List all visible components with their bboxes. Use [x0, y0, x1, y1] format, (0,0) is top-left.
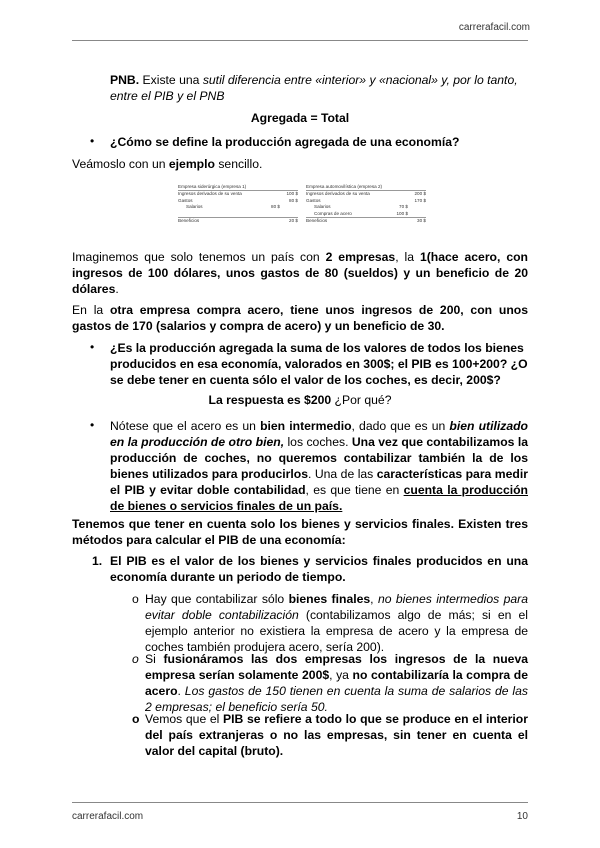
p1-text: , la	[395, 250, 420, 264]
example-bold: ejemplo	[168, 157, 215, 171]
sub1-text: Hay que contabilizar sólo	[145, 592, 289, 606]
sub1-text: (contabilizamos algo de más; si en el ejemplo anterior no existiera la empresa de acero y la empresa de coches también produjera acero, sería 200).	[145, 608, 529, 654]
p3-bold: bien intermedio	[260, 419, 352, 433]
p2-bold: otra empresa compra acero, tiene unos ingresos de 200, con unos gastos de 170 (salarios y compra de acero) y un beneficio de 30.	[72, 303, 528, 333]
table-right-title: Empresa automovilística (empresa 2)	[306, 184, 426, 191]
question-1: ¿Cómo se define la producción agregada de una economía?	[110, 135, 460, 149]
sub1-italic: no bienes intermedios para evitar doble contabilización	[145, 592, 528, 622]
paragraph-2	[72, 302, 528, 334]
sub2-text: .	[177, 684, 185, 698]
paragraph-4: Tenemos que tener en cuenta solo los bienes y servicios finales. Existen tres métodos para calcular el PIB de una economía:	[72, 517, 528, 547]
row-value: 100 $	[286, 191, 298, 197]
pnb-label: PNB.	[110, 73, 140, 87]
row-label: Gastos	[306, 197, 321, 203]
table-left-title: Empresa siderúrgica (empresa 1)	[178, 184, 298, 191]
p1-text: .	[115, 282, 119, 296]
p3-bold: Una vez que contabilizamos la producción de coches, no queremos contabilizar también la de los bienes utilizados para producirlos	[110, 435, 528, 481]
sub-bullet: o	[132, 712, 140, 726]
sub3-bold: PIB se refiere a todo lo que se produce en el interior del país extranjeras o no las empresas, sin tener en cuenta el valor del capital (bruto).	[145, 712, 528, 758]
pnb-text: Existe una	[139, 73, 203, 87]
sub-bullet: o	[132, 592, 139, 606]
sub-item-3	[145, 711, 528, 759]
row-value: 100 $	[396, 210, 408, 216]
row-label: Ingresos derivados de su venta	[306, 191, 370, 197]
footer-site: carrerafacil.com	[72, 811, 144, 822]
paragraph-1	[72, 249, 528, 297]
p3-text: Nótese que el acero es un	[110, 419, 261, 433]
answer-bold: La respuesta es $200	[208, 393, 332, 407]
table-row	[178, 217, 298, 224]
p3-text: . Una de las	[308, 467, 377, 481]
page-number: 10	[516, 811, 528, 822]
p3-text: , dado que es un	[351, 419, 450, 433]
p3-bold-italic: bien utilizado en la producción de otro bien,	[110, 419, 528, 449]
agregada-heading: Agregada = Total	[250, 111, 350, 125]
example-line	[72, 156, 528, 172]
header-rule	[72, 40, 528, 41]
sub1-text: ,	[370, 592, 378, 606]
bullet-dot: •	[90, 134, 95, 148]
header-site: carrerafacil.com	[458, 22, 530, 33]
table-right	[306, 184, 426, 224]
p3-bold-underline: cuenta la producción de bienes o servicios finales de un país.	[110, 483, 529, 513]
p1-bold: 2 empresas	[325, 250, 396, 264]
sub2-text: , ya	[329, 668, 353, 682]
example-post: sencillo.	[214, 157, 263, 171]
method-number: 1.	[92, 554, 103, 568]
p1-text: Imaginemos que solo tenemos un país con	[72, 250, 326, 264]
question-2: ¿Es la producción agregada la suma de los valores de todos los bienes producidos en esa economía, valorados en 300$; el PIB es 100+200? ¿O se debe tener en cuenta sólo el valor de los coches, es decir, 200$?	[110, 341, 528, 387]
p2-text: En la	[72, 303, 110, 317]
bullet-dot: •	[90, 418, 95, 432]
sub2-italic: Los gastos de 150 tienen en cuenta la suma de salarios de las 2 empresas; el beneficio sería 50.	[145, 684, 528, 714]
table-row	[306, 217, 426, 224]
pnb-paragraph	[110, 72, 530, 104]
p1-bold: 1(hace acero, con ingresos de 100 dólares, unos gastos de 80 (sueldos) y un beneficio de 20 dólares	[72, 250, 528, 296]
row-value: 170 $	[414, 197, 426, 203]
table-left	[178, 184, 298, 224]
row-value: 80 $	[271, 204, 280, 210]
sub-item-1	[145, 591, 528, 655]
row-label: Salarios	[314, 204, 331, 210]
sub-item-2	[145, 651, 528, 715]
row-label: Salarios	[186, 204, 203, 210]
pnb-italic: sutil diferencia entre «interior» y «nacional» y, por lo tanto, entre el PIB y el PNB	[110, 73, 518, 103]
p3-text: los coches.	[284, 435, 352, 449]
row-value: 30 $	[417, 217, 426, 223]
answer-line	[72, 392, 528, 408]
p3-text: , es que tiene en	[305, 483, 404, 497]
row-label: Ingresos derivados de su venta	[178, 191, 242, 197]
sub1-bold: bienes finales	[288, 592, 371, 606]
sub3-text: Vemos que el	[145, 712, 224, 726]
answer-rest: ¿Por qué?	[331, 393, 392, 407]
row-label: Compras de acero	[314, 210, 352, 216]
sub2-bold: no contabilizaría la compra de acero	[145, 668, 529, 698]
bullet-dot: •	[90, 340, 95, 354]
row-label: Beneficios	[178, 217, 200, 223]
example-pre: Veámoslo con un	[72, 157, 169, 171]
sub2-text: Si	[145, 652, 164, 666]
p3-bold: características para medir el PIB y evitar doble contabilidad	[110, 467, 528, 497]
row-label: Gastos	[178, 197, 193, 203]
example-table	[178, 184, 440, 236]
sub2-bold: fusionáramos las dos empresas los ingresos de la nueva empresa serían solamente 200$	[145, 652, 529, 682]
row-value: 80 $	[289, 197, 298, 203]
row-value: 70 $	[399, 204, 408, 210]
row-value: 200 $	[414, 191, 426, 197]
row-label: Beneficios	[306, 217, 328, 223]
footer-rule	[72, 802, 528, 803]
row-value: 20 $	[289, 217, 298, 223]
paragraph-3	[110, 418, 528, 514]
sub-bullet: o	[132, 652, 139, 666]
method-1: El PIB es el valor de los bienes y servicios finales producidos en una economía durante un periodo de tiempo.	[110, 554, 528, 584]
